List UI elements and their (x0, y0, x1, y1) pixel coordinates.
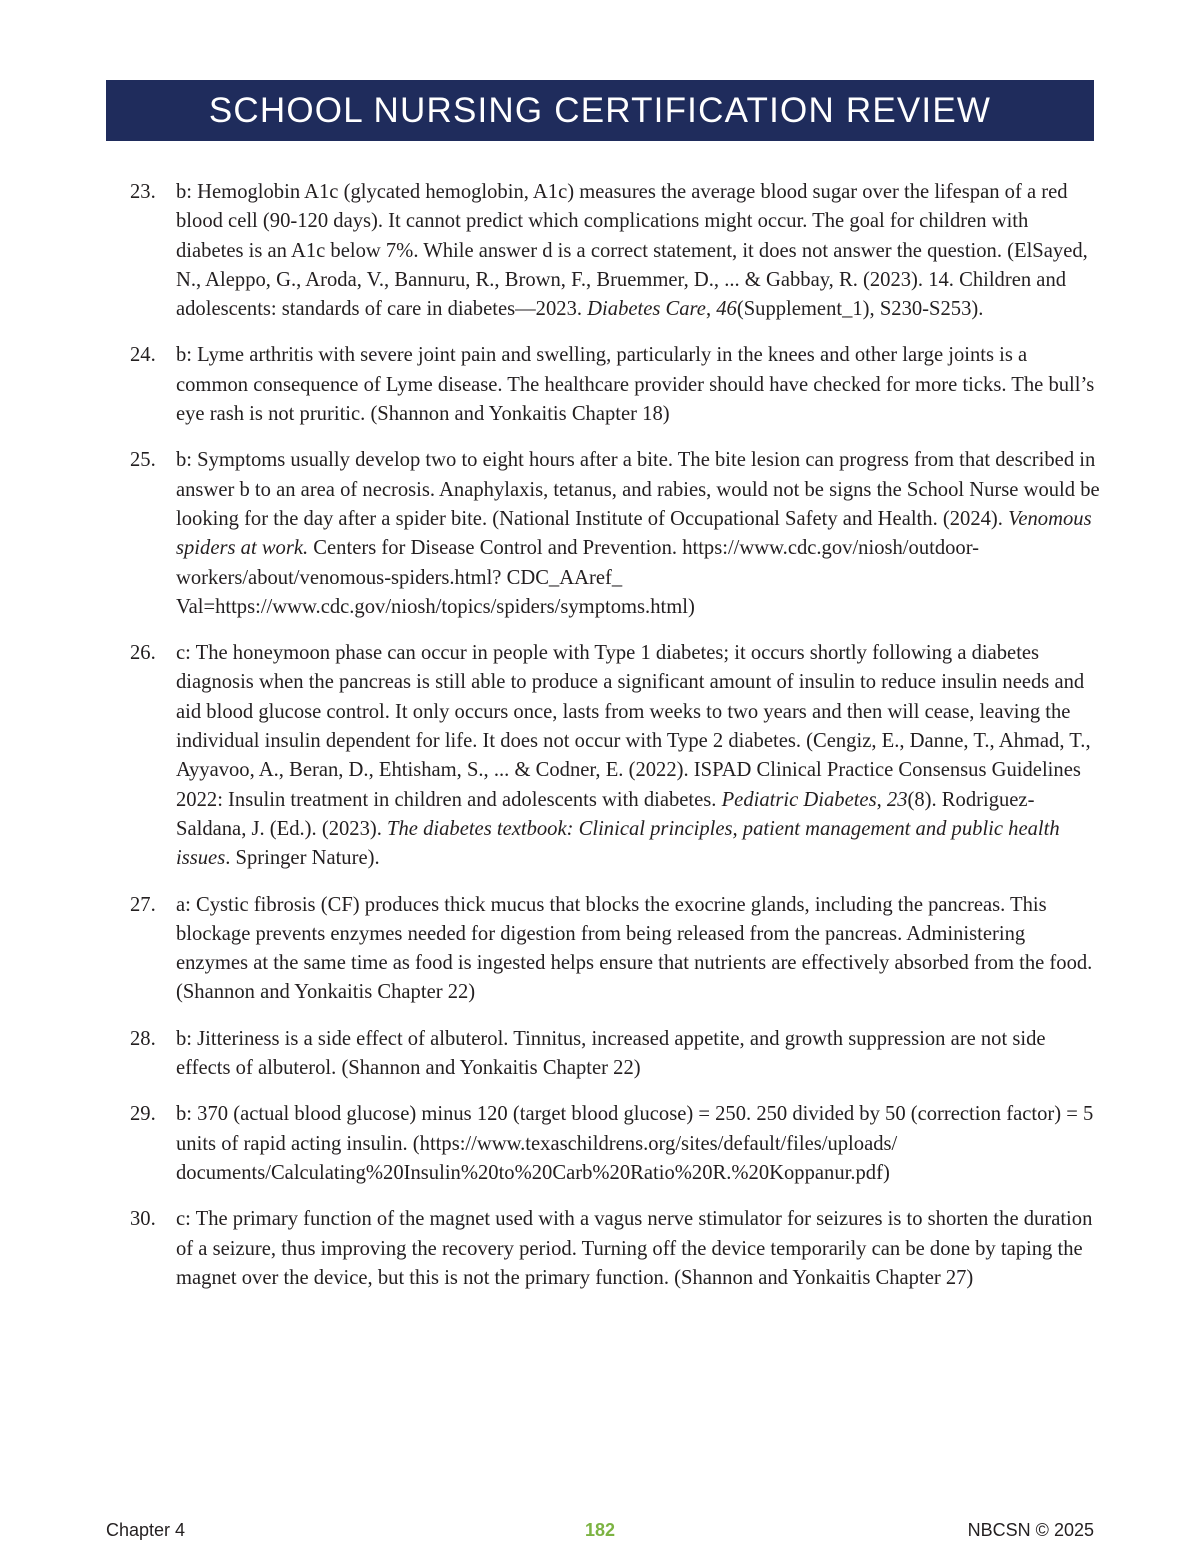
answer-text: a: Cystic fibrosis (CF) produces thick mucus that blocks the exocrine glands, including the pancreas. This blockage prevents enzymes needed for digestion from being released from the pancreas. Administering enzymes at the same time as food is ingested helps ensure that nutrients are effectively absorbed from the food. (Shannon and Yonkaitis Chapter 22) (176, 893, 1093, 1004)
answer-item-30 (130, 1205, 1100, 1293)
answer-item-23 (130, 178, 1100, 324)
answer-item-28 (130, 1025, 1100, 1084)
answer-item-25 (130, 446, 1100, 622)
answer-number: 29. (130, 1103, 156, 1126)
answer-text: b: Lyme arthritis with severe joint pain and swelling, particularly in the knees and other large joints is a common consequence of Lyme disease. The healthcare provider should have checked for more ticks. The bull’s eye rash is not pruritic. (Shannon and Yonkaitis Chapter 18) (176, 344, 1095, 426)
answer-number: 24. (130, 344, 156, 367)
footer-chapter: Chapter 4 (106, 1520, 186, 1540)
answer-text: b: Jitteriness is a side effect of albuterol. Tinnitus, increased appetite, and growth suppression are not side effects of albuterol. (Shannon and Yonkaitis Chapter 22) (176, 1027, 1046, 1080)
answer-text: b: 370 (actual blood glucose) minus 120 (target blood glucose) = 250. 250 divided by 50 (correction factor) = 5 units of rapid acting insulin. (https://www.texaschildrens.org/sites/default/files/uploads/ documents/Calculating%20Insulin%20to%20Carb%20Ratio%20R.%20Koppanur.pdf) (176, 1103, 1094, 1184)
answer-number: 26. (130, 642, 156, 665)
answer-number: 28. (130, 1027, 156, 1050)
answer-number: 30. (130, 1208, 156, 1231)
footer-copyright: NBCSN © 2025 (967, 1520, 1094, 1540)
answer-text: b: Hemoglobin A1c (glycated hemoglobin, A1c) measures the average blood sugar over the lifespan of a red blood cell (90-120 days). It cannot predict which complications might occur. The goal for children with diabetes is an A1c below 7%. While answer d is a correct statement, it does not answer the question. (ElSayed, N., Aleppo, G., Aroda, V., Bannuru, R., Brown, F., Bruemmer, D., ... & Gabbay, R. (2023). 14. Children and adolescents: standards of care in diabetes—2023. Diabetes Care, 46(Supplement_1), S230-S253). (176, 181, 1088, 321)
answer-number: 25. (130, 449, 156, 472)
page-header-title: SCHOOL NURSING CERTIFICATION REVIEW (208, 90, 992, 130)
answer-text: c: The primary function of the magnet used with a vagus nerve stimulator for seizures is to shorten the duration of a seizure, thus improving the recovery period. Turning off the device temporarily can be done by taping the magnet over the device, but this is not the primary function. (Shannon and Yonkaitis Chapter 27) (176, 1208, 1093, 1289)
answer-item-26 (130, 639, 1100, 873)
answer-text: b: Symptoms usually develop two to eight hours after a bite. The bite lesion can progress from that described in answer b to an area of necrosis. Anaphylaxis, tetanus, and rabies, would not be signs the School Nurse would be looking for the day after a spider bite. (National Institute of Occupational Safety and Health. (2024). Venomous spiders at work. Centers for Disease Control and Prevention. https://www.cdc.gov/niosh/outdoor-workers/about/venomous-spiders.html? CDC_AAref_ Val=https://www.cdc.gov/niosh/topics/spiders/symptoms.html) (176, 449, 1100, 618)
answer-item-27 (130, 891, 1100, 1008)
page-footer (106, 1520, 1094, 1548)
page-header-banner (106, 80, 1094, 141)
answer-item-29 (130, 1100, 1100, 1188)
answer-text: c: The honeymoon phase can occur in people with Type 1 diabetes; it occurs shortly following a diabetes diagnosis when the pancreas is still able to produce a significant amount of insulin to reduce insulin needs and aid blood glucose control. It only occurs once, lasts from weeks to two years and then will cease, leaving the individual insulin dependent for life. It does not occur with Type 2 diabetes. (Cengiz, E., Danne, T., Ahmad, T., Ayyavoo, A., Beran, D., Ehtisham, S., ... & Codner, E. (2022). ISPAD Clinical Practice Consensus Guidelines 2022: Insulin treatment in children and adolescents with diabetes. Pediatric Diabetes, 23(8). Rodriguez-Saldana, J. (Ed.). (2023). The diabetes textbook: Clinical principles, patient management and public health issues. Springer Nature). (176, 642, 1091, 870)
answer-number: 23. (130, 181, 156, 203)
answer-number: 27. (130, 893, 156, 916)
answer-item-24 (130, 341, 1100, 429)
footer-page-number: 182 (584, 1520, 616, 1540)
answer-list (130, 178, 1100, 1310)
